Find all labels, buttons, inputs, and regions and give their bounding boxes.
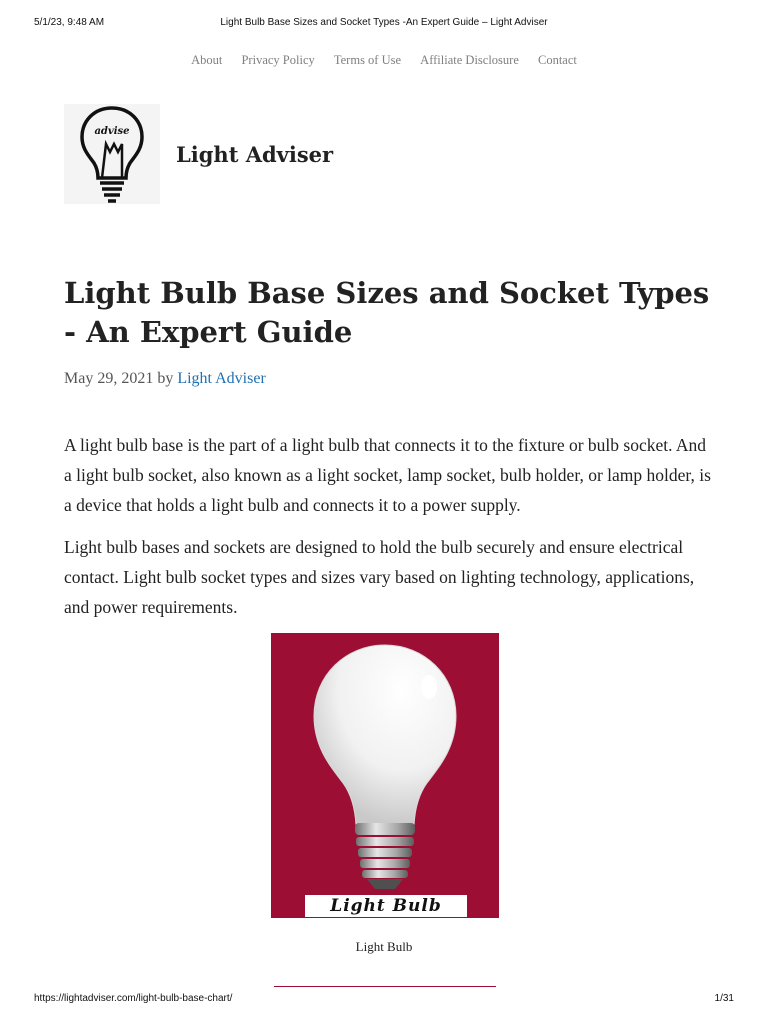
site-logo[interactable] — [64, 104, 160, 204]
nav-link-terms-of-use[interactable]: Terms of Use — [333, 53, 402, 67]
light-bulb-icon — [271, 633, 499, 918]
post-meta — [64, 370, 266, 388]
nav-link-contact[interactable]: Contact — [538, 53, 577, 67]
light-bulb-figure — [271, 633, 499, 918]
print-document-title: Light Bulb Base Sizes and Socket Types -An Expert Guide – Light Adviser — [220, 17, 548, 28]
paragraph-intro: A light bulb base is the part of a light bulb that connects it to the fixture or bulb socket. And a light bulb socket, also known as a light socket, lamp socket, bulb holder, or lamp holder, is a device that holds a light bulb and connects it to a power supply. — [64, 435, 711, 515]
nav-link-privacy-policy[interactable]: Privacy Policy — [241, 53, 315, 67]
figure-label: Light Bulb — [330, 896, 442, 916]
post-date: May 29, 2021 — [64, 370, 154, 387]
figure-caption: Light Bulb — [355, 939, 413, 954]
top-nav — [0, 53, 768, 68]
site-title[interactable]: Light Adviser — [176, 142, 334, 167]
paragraph-bases-sockets: Light bulb bases and sockets are designed to hold the bulb securely and ensure electrical contact. Light bulb socket types and sizes vary based on lighting technology, applications, and power requirements. — [64, 537, 695, 617]
divider — [274, 986, 496, 987]
print-url: https://lightadviser.com/light-bulb-base-chart/ — [34, 993, 233, 1004]
nav-link-affiliate-disclosure[interactable]: Affiliate Disclosure — [420, 53, 519, 67]
post-by: by — [157, 370, 174, 387]
post-author-link[interactable]: Light Adviser — [177, 370, 266, 387]
print-header — [0, 17, 768, 31]
post-title: Light Bulb Base Sizes and Socket Types - An Expert Guide — [64, 276, 710, 349]
print-page-number: 1/31 — [714, 993, 734, 1004]
lightbulb-logo-icon — [64, 104, 160, 204]
nav-link-about[interactable]: About — [191, 53, 223, 67]
logo-wordmark: advise — [94, 126, 130, 137]
print-datetime: 5/1/23, 9:48 AM — [34, 17, 105, 28]
